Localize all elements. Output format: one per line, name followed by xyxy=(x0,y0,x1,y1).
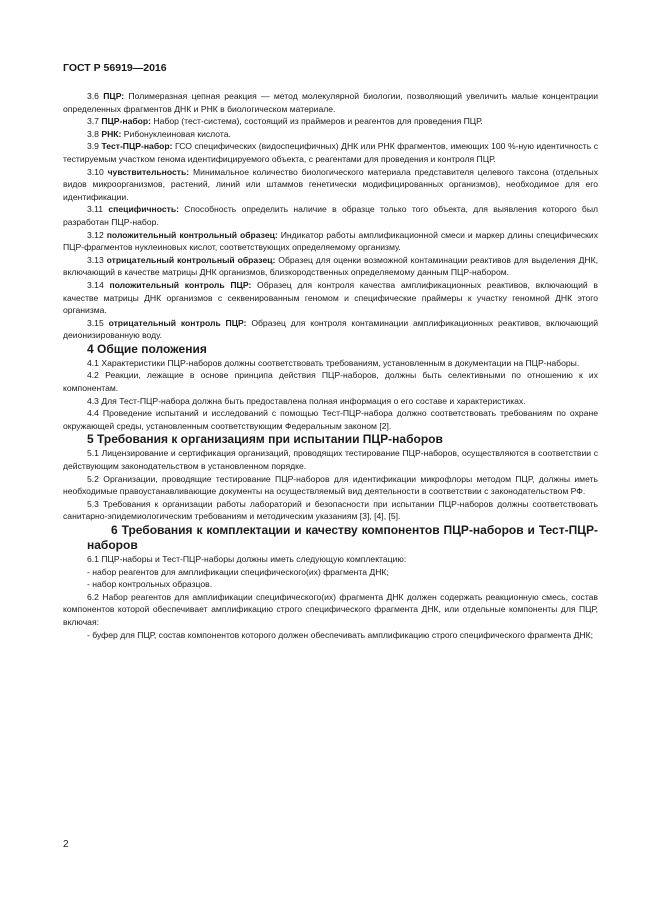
term-3-10 xyxy=(63,166,598,204)
term-name: специфичность: xyxy=(108,204,179,215)
term-3-7 xyxy=(63,115,598,128)
term-number: 3.11 xyxy=(87,204,104,215)
term-name: отрицательный контрольный образец: xyxy=(106,254,276,265)
paragraph-4-2: 4.2 Реакции, лежащие в основе принципа действия ПЦР-наборов, должны быть селективными по отношению к их компонентам. xyxy=(63,370,598,394)
terms-section xyxy=(63,90,598,342)
section-4-heading: 4 Общие положения xyxy=(87,341,207,356)
paragraph-4-4: 4.4 Проведение испытаний и исследований с помощью Тест-ПЦР-набора должно соответствовать требованиям по охране окружающей среды, установленным соответствующим Федеральным законом [2]. xyxy=(63,408,598,431)
term-3-15 xyxy=(63,317,598,342)
term-3-8 xyxy=(63,128,598,141)
term-name: положительный контрольный образец: xyxy=(106,229,278,240)
section-5 xyxy=(63,432,598,523)
term-name: ПЦР-набор: xyxy=(101,116,152,127)
section-6 xyxy=(63,523,598,641)
section-6-heading: 6 Требования к комплектации и качеству компонентов ПЦР-наборов и Тест-ПЦР-наборов xyxy=(87,523,598,552)
term-name: Тест-ПЦР-набор: xyxy=(101,141,173,152)
term-definition: Образец для оценки возможной контаминации реактивов для выделения ДНК, включающий в качестве матрицы ДНК организмов, близкородственных определяемому данным ПЦР-набором. xyxy=(63,254,599,278)
paragraph-6-1: 6.1 ПЦР-наборы и Тест-ПЦР-наборы должны иметь следующую комплектацию: xyxy=(87,554,407,564)
term-number: 3.9 xyxy=(87,141,99,152)
paragraph-4-3: 4.3 Для Тест-ПЦР-набора должна быть предоставлена полная информация о его составе и характеристиках. xyxy=(87,395,526,406)
term-number: 3.8 xyxy=(87,128,99,139)
term-3-9 xyxy=(63,140,598,165)
term-name: положительный контроль ПЦР: xyxy=(109,279,252,290)
term-number: 3.15 xyxy=(87,317,104,328)
term-name: отрицательный контроль ПЦР: xyxy=(108,317,247,328)
term-definition: ГСО специфических (видоспецифичных) ДНК или РНК фрагментов, имеющих 100 %-ную идентичность с тестируемым участком генома идентифицируемого объекта, с реагентами для проведения и контроля ПЦР. xyxy=(63,141,599,164)
term-number: 3.13 xyxy=(87,254,104,265)
term-number: 3.6 xyxy=(87,91,99,101)
term-definition: Образец для контроля качества амплификационных реактивов, включающий в качестве матрицы ДНК организмов с секвенированным геномом и специфические праймеры к участку геномной ДНК этого организма. xyxy=(63,279,598,316)
paragraph-6-2: 6.2 Набор реагентов для амплификации специфического(их) фрагмента ДНК должен содержать реакционную смесь, состав компонентов которой обеспечивает амплификацию строго специфического фрагмента ДНК, или отдельные компоненты для ПЦР, включая: xyxy=(63,591,598,627)
list-item: - набор реагентов для амплификации специфического(их) фрагмента ДНК; xyxy=(87,566,389,577)
term-name: чувствительность: xyxy=(107,166,190,177)
term-3-13 xyxy=(63,254,598,279)
term-number: 3.12 xyxy=(87,229,104,240)
term-name: РНК: xyxy=(101,128,122,139)
term-definition: Рибонуклеиновая кислота. xyxy=(123,128,231,139)
term-definition: Минимальное количество биологического материала представителя целевого таксона (отдельных видов микроорганизмов, растений, линий или штаммов генетически модифицированных организмов), необходимое для его идентификации. xyxy=(63,166,598,202)
document-body xyxy=(63,90,598,641)
term-name: ПЦР: xyxy=(103,91,125,101)
paragraph-5-1: 5.1 Лицензирование и сертификация организаций, проводящих тестирование ПЦР-наборов, осуществляются в соответствии с действующим законодательством в установленном порядке. xyxy=(63,448,598,472)
standard-header: ГОСТ Р 56919—2016 xyxy=(63,62,167,74)
term-definition: Полимеразная цепная реакция — метод молекулярной биологии, позволяющий увеличить малые концентрации определенных фрагментов ДНК и РНК в биологическом материале. xyxy=(63,91,599,114)
term-definition: Индикатор работы амплификационной смеси и маркер длины специфических ПЦР-фрагментов нуклеиновых кислот, соответствующих определяемому организму. xyxy=(63,229,599,253)
list-item: - набор контрольных образцов. xyxy=(87,579,213,590)
section-4 xyxy=(63,342,598,433)
term-3-6 xyxy=(63,90,598,115)
paragraph-4-1: 4.1 Характеристики ПЦР-наборов должны соответствовать требованиям, установленным в документации на ПЦР-наборы. xyxy=(87,357,580,368)
page-number: 2 xyxy=(63,839,69,850)
term-number: 3.7 xyxy=(87,116,99,127)
term-3-11 xyxy=(63,203,598,228)
list-item: - буфер для ПЦР, состав компонентов которого должен обеспечивать амплификацию строго специфического фрагмента ДНК; xyxy=(87,629,593,640)
paragraph-5-3: 5.3 Требования к организации работы лабораторий и безопасности при испытании ПЦР-наборов должны соответствовать санитарно-эпидемиологическим требованиям и методическим указаниям [3], [4], [5]. xyxy=(63,498,598,522)
section-5-heading: 5 Требования к организациям при испытании ПЦР-наборов xyxy=(87,432,443,447)
paragraph-5-2: 5.2 Организации, проводящие тестирование ПЦР-наборов для идентификации микрофлоры методом ПЦР, должны иметь необходимые правоустанавливающие документы на осуществляемый вид деятельности в соответствии с законодательством РФ. xyxy=(63,473,598,497)
term-3-12 xyxy=(63,229,598,254)
term-definition: Образец для контроля контаминации амплификационных реактивов, включающий деионизированную воду. xyxy=(63,317,599,341)
term-number: 3.14 xyxy=(87,279,104,290)
term-definition: Набор (тест-система), состоящий из праймеров и реагентов для проведения ПЦР. xyxy=(153,116,483,127)
term-definition: Способность определить наличие в образце только того объекта, для выявления которого был разработан ПЦР-набор. xyxy=(63,204,599,227)
term-3-14 xyxy=(63,279,598,317)
term-number: 3.10 xyxy=(87,166,104,177)
